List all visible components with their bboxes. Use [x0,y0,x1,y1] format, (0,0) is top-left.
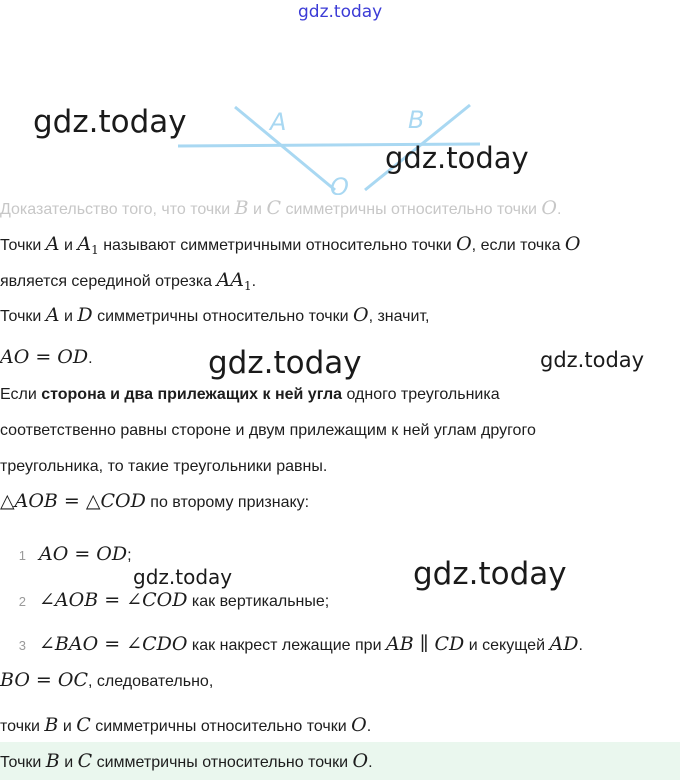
proof-header: Доказательство того, что точки B и C симметричны относительно точки O. [0,197,562,219]
congruence-line: △AOB = △COD по второму признаку: [0,490,310,512]
watermark-5: gdz.today [133,565,233,589]
label-a: A [270,108,287,136]
watermark-6: gdz.today [413,556,567,592]
definition-line-1: Точки A и $A_1$ называют симметричными относительно точки O, если точка O [0,233,581,258]
list-item: 2 ∠AOB = ∠COD как вертикальные; [18,589,330,611]
watermark-2: gdz.today [385,141,529,175]
list-item: 3 ∠BAO = ∠CDO как накрест лежащие при AB ∥ CD и секущей AD. [18,633,583,655]
asa-line-3: треугольника, то такие треугольники равны. [0,458,328,475]
conclusion-line-2: точки B и C симметричны относительно точки O. [0,714,372,736]
conclusion-line-1: BO = OC, следовательно, [0,669,214,691]
ad-symmetric-line: Точки A и D симметричны относительно точки O, значит, [0,304,430,326]
list-item: 1 AO = OD; [18,543,132,565]
watermark-top: gdz.today [298,2,383,22]
label-o: O [330,173,349,195]
asa-line-1: Если сторона и два прилежащих к ней угла одного треугольника [0,386,500,403]
asa-line-2: соответственно равны стороне и двум прилежащим к ней углам другого [0,422,536,439]
label-b: B [408,106,425,134]
definition-line-2: является серединой отрезка $AA_1$. [0,269,257,294]
watermark-4: gdz.today [540,348,645,372]
watermark-3: gdz.today [208,345,362,381]
answer-text: Точки B и C симметричны относительно точки O. [0,750,373,772]
ao-od-equation: AO = OD. [0,346,93,368]
watermark-1: gdz.today [33,104,187,140]
